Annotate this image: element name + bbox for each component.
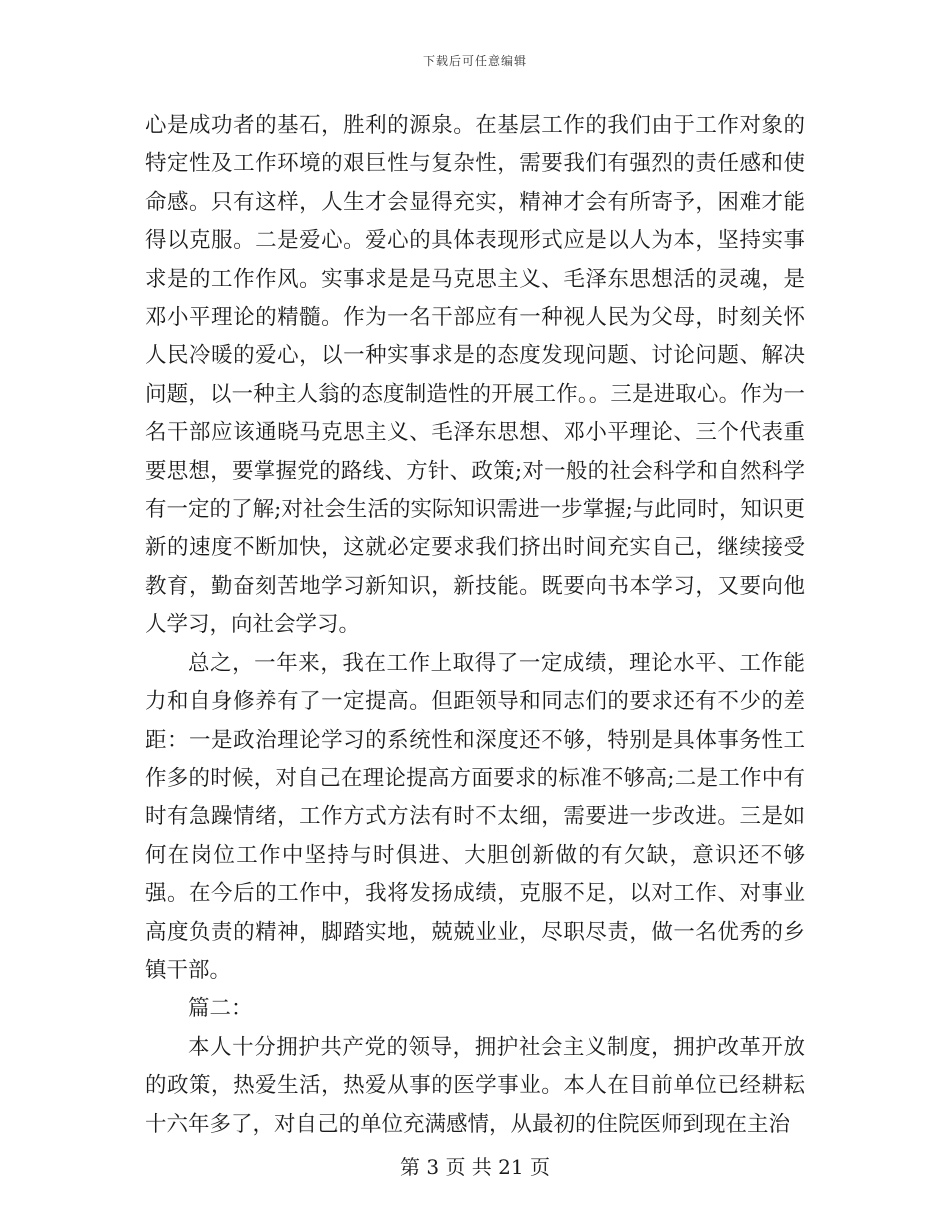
paragraph-1: 心是成功者的基石，胜利的源泉。在基层工作的我们由于工作对象的特定性及工作环境的艰巨性与复杂性，需要我们有强烈的责任感和使命感。只有这样，人生才会显得充实，精神才会有所寄予，困难才能得以克服。二是爱心。爱心的具体表现形式应是以人为本，坚持实事求是的工作作风。实事求是是马克思主义、毛泽东思想活的灵魂，是邓小平理论的精髓。作为一名干部应有一种视人民为父母，时刻关怀人民冷暖的爱心，以一种实事求是的态度发现问题、讨论问题、解决问题，以一种主人翁的态度制造性的开展工作。。三是进取心。作为一名干部应该通晓马克思主义、毛泽东思想、邓小平理论、三个代表重要思想，要掌握党的路线、方针、政策;对一般的社会科学和自然科学有一定的了解;对社会生活的实际知识需进一步掌握;与此同时，知识更新的速度不断加快，这就必定要求我们挤出时间充实自己，继续接受教育，勤奋刻苦地学习新知识，新技能。既要向书本学习，又要向他人学习，向社会学习。 bbox=[145, 113, 805, 638]
section-heading-part-two: 篇二： bbox=[188, 996, 253, 1022]
page-number-footer: 第 3 页 共 21 页 bbox=[400, 1155, 550, 1179]
document-body bbox=[145, 107, 805, 1144]
paragraph-4: 本人十分拥护共产党的领导，拥护社会主义制度，拥护改革开放的政策，热爱生活，热爱从事的医学事业。本人在目前单位已经耕耘十六年多了，对自己的单位充满感情，从最初的住院医师到现在主治 bbox=[145, 1034, 805, 1137]
paragraph-2: 总之，一年来，我在工作上取得了一定成绩，理论水平、工作能力和自身修养有了一定提高。但距领导和同志们的要求还有不少的差距：一是政治理论学习的系统性和深度还不够，特别是具体事务性工作多的时候，对自己在理论提高方面要求的标准不够高;二是工作中有时有急躁情绪，工作方式方法有时不太细，需要进一步改进。三是如何在岗位工作中坚持与时俱进、大胆创新做的有欠缺，意识还不够强。在今后的工作中，我将发扬成绩，克服不足，以对工作、对事业高度负责的精神，脚踏实地，兢兢业业，尽职尽责，做一名优秀的乡镇干部。 bbox=[145, 650, 805, 983]
page-header-note: 下载后可任意编辑 bbox=[422, 54, 527, 68]
